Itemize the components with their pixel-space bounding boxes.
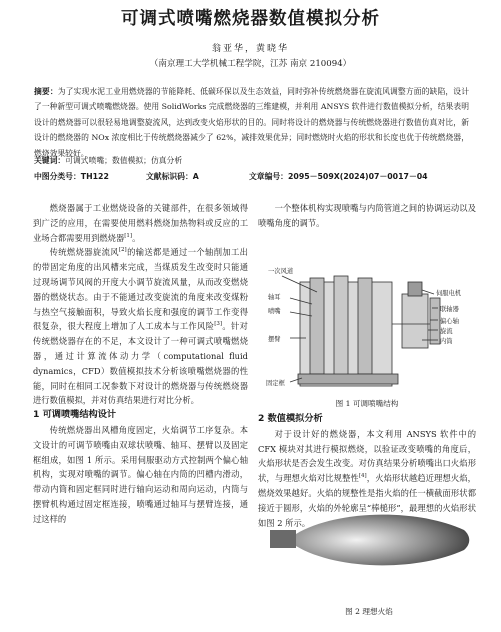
label-inner: 内筒 — [440, 338, 453, 345]
figure-1-caption: 图 1 可调喷嘴结构 — [335, 399, 399, 408]
burner-tip-shape — [270, 530, 296, 548]
authors: 翁亚华，黄晓华 — [211, 44, 289, 54]
label-arm: 摆臂 — [268, 336, 281, 343]
figure-2-ideal-flame — [266, 490, 472, 592]
left-column — [33, 201, 248, 527]
nozzle-mid-shape — [334, 276, 348, 376]
abstract — [34, 84, 469, 161]
citation-3[interactable]: [3] — [214, 321, 223, 328]
figure-1-nozzle-structure — [262, 264, 472, 396]
label-swirl: 旋流 — [440, 328, 453, 335]
section-heading-1: 1 可调喷嘴结构设计 — [33, 409, 117, 421]
article-number: 文章编号：2095－509X(2024)07－0017－04 — [249, 172, 428, 181]
citation-2[interactable]: [2] — [118, 247, 127, 254]
citation-1[interactable]: [1] — [124, 232, 133, 239]
right-column — [258, 201, 476, 231]
coupling-shape — [430, 298, 440, 344]
paragraph-background: 传统燃烧器旋流风[2]的输送都是通过一个轴削加工出的带固定角度的出风槽来完成，当煤质发生改变时只能通过现场调节风阀的开度大小调节旋流风量，从而改变燃烧器的燃烧状态。由于不能通过改变旋流的角度来改变煤粉与热空气接触面积，导致火焰长度和强度的调节工作变得很复杂，很大程度上增加了人工成本与工作风险[3]。针对传统燃烧器存在的不足，本文设计了一种可调式喷嘴燃烧器，通过计算流体动力学（computational fluid dynamics，CFD）数值模拟技术分析该喷嘴燃烧器的性能，同时在相同工况参数下对设计的燃烧器与传统燃烧器进行数值模拟，并对仿真结果进行对比分析。 — [33, 247, 248, 406]
abstract-text: 为了实现水泥工业用燃烧器的节能降耗、低碳环保以及生态效益，同时弥补传统燃烧器在旋流风调整方面的缺陷，设计了一种新型可调式喷嘴燃烧器。使用 SolidWorks 完成燃烧器的三维建模，并利用 ANSYS 软件进行数值模拟分析，结果表明设计的燃烧器可以很轻易地调整旋流风，达到改变火焰形状的目的。同时将设计的燃烧器与传统燃烧器进行数值仿真对比，新设计的燃烧器的 NOx 浓度相比于传统燃烧器减少了 62%，减排效果优异；同时燃烧时火焰的形状和长度也优于传统燃烧器，燃烧效果较好。 — [34, 87, 469, 158]
label-link: 联轴器 — [440, 306, 459, 313]
servo-motor-shape — [408, 282, 422, 296]
keywords-text: 可调式喷嘴；数值模拟；仿真分析 — [65, 156, 183, 165]
abstract-label: 摘要： — [34, 87, 58, 96]
flame-shape — [296, 515, 469, 566]
citation-4[interactable]: [4] — [358, 473, 367, 480]
keywords — [34, 155, 474, 166]
label-primary-air: 一次风道 — [268, 268, 294, 275]
affiliation: （南京理工大学机械工程学院，江苏 南京 210094） — [149, 59, 352, 69]
paragraph-intro: 燃烧器属于工业燃烧设备的关键部件，在很多领域得到广泛的应用，在需要使用燃料燃烧加热物料或反应的工业场合都需要用到燃烧器[1]。 — [33, 203, 248, 243]
nozzle-left-shape — [310, 278, 324, 374]
label-eccentric: 偏心轴 — [440, 318, 459, 325]
base-plate-shape — [298, 374, 398, 384]
section-heading-2: 2 数值模拟分析 — [258, 413, 323, 424]
paragraph-simulation: 对于设计好的燃烧器，本文利用 ANSYS 软件中的 CFX 模块对其进行模拟燃烧，以验证改变喷嘴的角度后，火焰形状是否会发生改变。对仿真结果分析喷嘴出口火焰形状，与理想火焰对比规整性[4]，火焰形状越趋近理想火焰，燃烧效果越好。火焰的规整性是指火焰的任一横截面形状都接近于圆形，火焰的外轮廓呈“棒槌形”，最理想的火焰形状如图 2 所示。 — [258, 428, 476, 528]
clc-number: 中图分类号：TH122 — [34, 172, 109, 181]
figure-2-caption: 图 2 理想火焰 — [345, 607, 393, 616]
keywords-label: 关键词： — [34, 156, 66, 165]
label-ear: 轴耳 — [268, 294, 281, 301]
figure-2-drawing — [266, 490, 472, 592]
label-nozzle: 喷嘴 — [268, 308, 281, 315]
paragraph-continuation: 一个整体机构实现喷嘴与内筒管道之间的协调运动以及喷嘴角度的调节。 — [258, 203, 476, 228]
document-code: 文献标识码：A — [146, 172, 199, 181]
nozzle-right-shape — [358, 278, 372, 374]
label-frame: 固定框 — [266, 380, 285, 387]
label-servo: 伺服电机 — [436, 290, 462, 297]
paper-title: 可调式喷嘴燃烧器数值模拟分析 — [121, 9, 380, 29]
paragraph-structure: 传统燃烧器出风槽角度固定，火焰调节工序复杂。本文设计的可调节喷嘴由双球状喷嘴、轴耳、摆臂以及固定框组成，如图 1 所示。采用伺服驱动方式控制两个偏心轴机构，实现对喷嘴的调节。偏心轴在内筒的凹槽内滑动，带动内筒和固定框同时进行轴向运动和周向运动，内筒与摆臂机构通过固定框连接，喷嘴通过轴耳与摆臂连接，通过这样的 — [33, 424, 248, 524]
